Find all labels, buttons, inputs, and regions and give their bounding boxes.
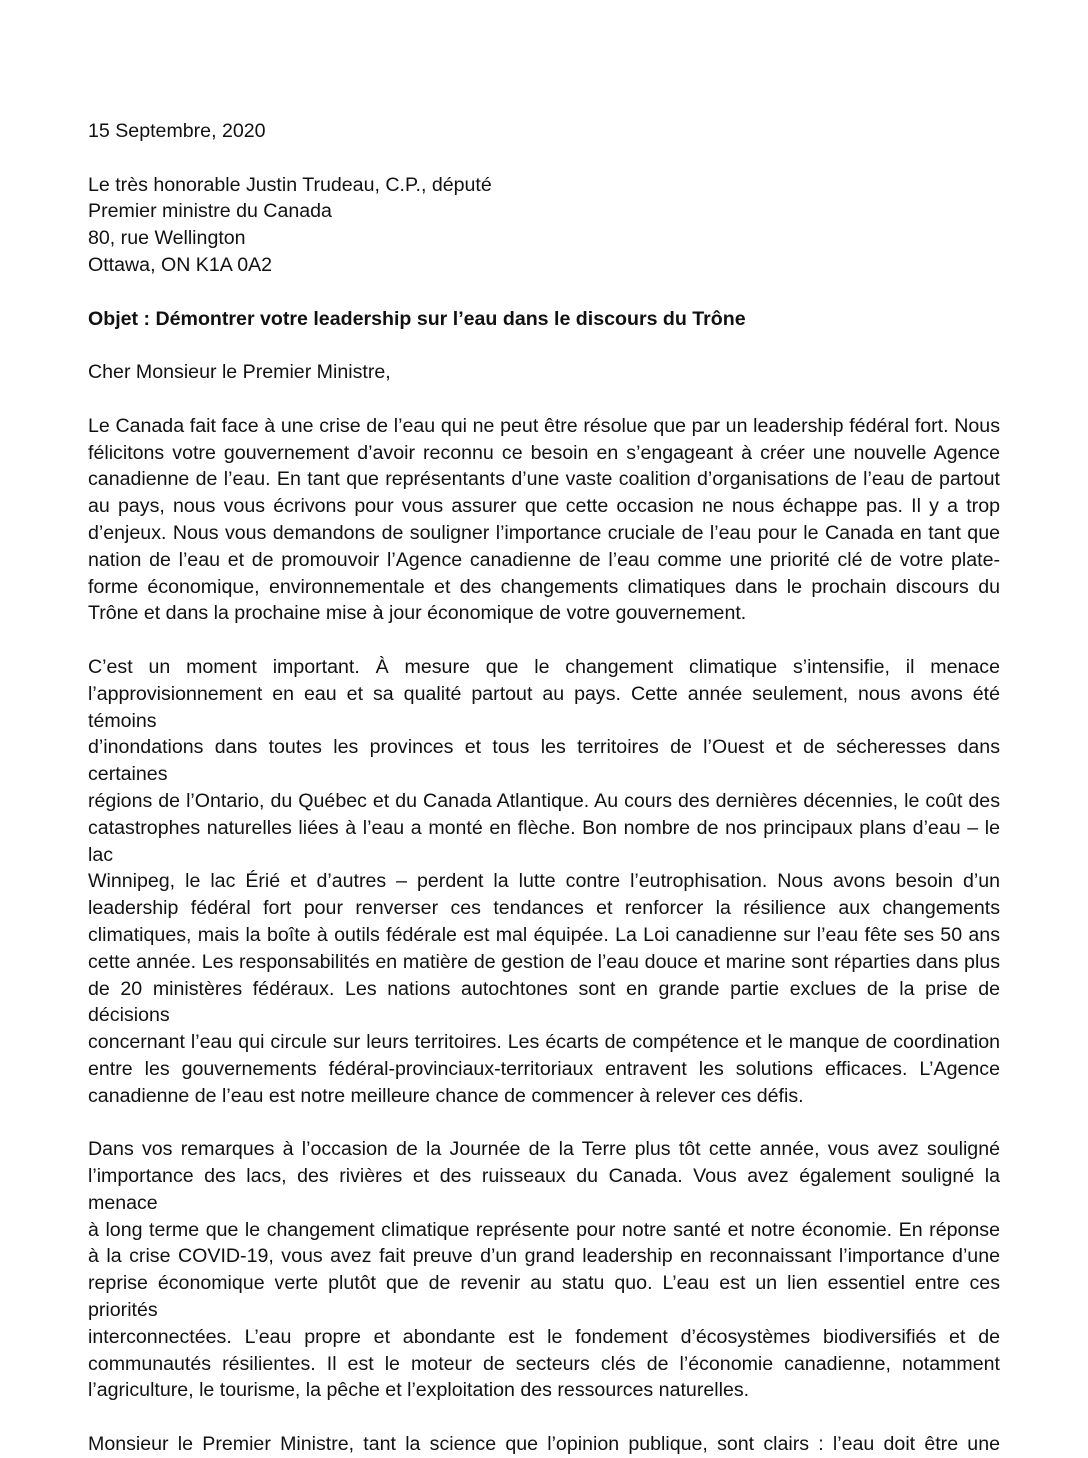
address-line: Le très honorable Justin Trudeau, C.P., député [88, 173, 492, 196]
paragraph-line: Dans vos remarques à l’occasion de la Journée de la Terre plus tôt cette année, vous avez souligné [88, 1138, 1000, 1161]
paragraph-line: C’est un moment important. À mesure que le changement climatique s’intensifie, il menace [88, 655, 1000, 678]
paragraph-line: à la crise COVID-19, vous avez fait preuve d’un grand leadership en reconnaissant l’importance d’une [88, 1245, 1000, 1268]
paragraph-line: l’importance des lacs, des rivières et des ruisseaux du Canada. Vous avez également souligné la menace [88, 1165, 1000, 1214]
recipient-address [88, 172, 1000, 279]
letter-subject: Objet : Démontrer votre leadership sur l’eau dans le discours du Trône [88, 307, 746, 330]
paragraph-line: Trône et dans la prochaine mise à jour économique de votre gouvernement. [88, 602, 747, 625]
paragraph-line: canadienne de l’eau est notre meilleure chance de commencer à relever ces défis. [88, 1084, 804, 1107]
paragraph-line: climatiques, mais la boîte à outils fédérale est mal équipée. La Loi canadienne sur l’eau fête ses 50 ans [88, 923, 1000, 946]
address-line: 80, rue Wellington [88, 227, 246, 250]
address-line: Premier ministre du Canada [88, 200, 332, 223]
letter-date: 15 Septembre, 2020 [88, 120, 266, 142]
paragraph-line: communautés résilientes. Il est le moteur de secteurs clés de l’économie canadienne, notamment [88, 1352, 1000, 1375]
paragraph-line: l’approvisionnement en eau et sa qualité partout au pays. Cette année seulement, nous avons été témoins [88, 682, 1000, 732]
paragraph-line: au pays, nous vous écrivons pour vous assurer que cette occasion ne nous échappe pas. Il y a trop [88, 495, 1000, 518]
paragraph-line: d’enjeux. Nous vous demandons de souligner l’importance cruciale de l’eau pour le Canada en tant que [88, 521, 1000, 544]
paragraph-line: canadienne de l’eau. En tant que représentants d’une vaste coalition d’organisations de l’eau de partout [88, 468, 1000, 491]
paragraph-line: de 20 ministères fédéraux. Les nations autochtones sont en grande partie exclues de la prise de décisions [88, 977, 1000, 1027]
paragraph-line: nation de l’eau et de promouvoir l’Agence canadienne de l’eau comme une priorité clé de votre plate- [88, 548, 1000, 571]
paragraph-line: catastrophes naturelles liées à l’eau a monté en flèche. Bon nombre de nos principaux plans d’eau – le lac [88, 816, 1000, 866]
paragraph-line: reprise économique verte plutôt que de revenir au statu quo. L’eau est un lien essentiel entre ces priorités [88, 1272, 1000, 1322]
body-paragraph [88, 1136, 1000, 1404]
body-paragraph [88, 413, 1000, 627]
paragraph-line: d’inondations dans toutes les provinces et tous les territoires de l’Ouest et de sécheresses dans certaines [88, 736, 1000, 786]
letter-salutation: Cher Monsieur le Premier Ministre, [88, 361, 391, 384]
paragraph-line: forme économique, environnementale et des changements climatiques dans le prochain discours du [88, 575, 1000, 598]
paragraph-line: Winnipeg, le lac Érié et d’autres – perdent la lutte contre l’eutrophisation. Nous avons besoin d’un [88, 870, 1000, 893]
paragraph-line: félicitons votre gouvernement d’avoir reconnu ce besoin en s’engageant à créer une nouvelle Agence [88, 441, 1000, 464]
address-line: Ottawa, ON K1A 0A2 [88, 253, 273, 276]
body-paragraph [88, 654, 1000, 1110]
paragraph-line: cette année. Les responsabilités en matière de gestion de l’eau douce et marine sont réparties dans plus [88, 950, 1000, 973]
paragraph-line: l’agriculture, le tourisme, la pêche et l’exploitation des ressources naturelles. [88, 1379, 750, 1402]
paragraph-line: concernant l’eau qui circule sur leurs territoires. Les écarts de compétence et le manque de coordination [88, 1031, 1000, 1054]
paragraph-line: Le Canada fait face à une crise de l’eau qui ne peut être résolue que par un leadership fédéral fort. Nous [88, 414, 1000, 437]
paragraph-line: régions de l’Ontario, du Québec et du Canada Atlantique. Au cours des dernières décennies, le coût des [88, 789, 1000, 812]
paragraph-line: à long terme que le changement climatique représente pour notre santé et notre économie. En réponse [88, 1218, 1000, 1241]
paragraph-line: Monsieur le Premier Ministre, tant la science que l’opinion publique, sont clairs : l’eau doit être une [88, 1433, 1000, 1456]
paragraph-line: leadership fédéral fort pour renverser ces tendances et renforcer la résilience aux changements [88, 897, 1000, 920]
paragraph-line: interconnectées. L’eau propre et abondante est le fondement d’écosystèmes biodiversifiés et de [88, 1325, 1000, 1348]
body-paragraph [88, 1431, 1000, 1458]
letter-body [88, 413, 1000, 1458]
paragraph-line: entre les gouvernements fédéral-provinciaux-territoriaux entravent les solutions efficaces. L’Agence [88, 1057, 1000, 1080]
